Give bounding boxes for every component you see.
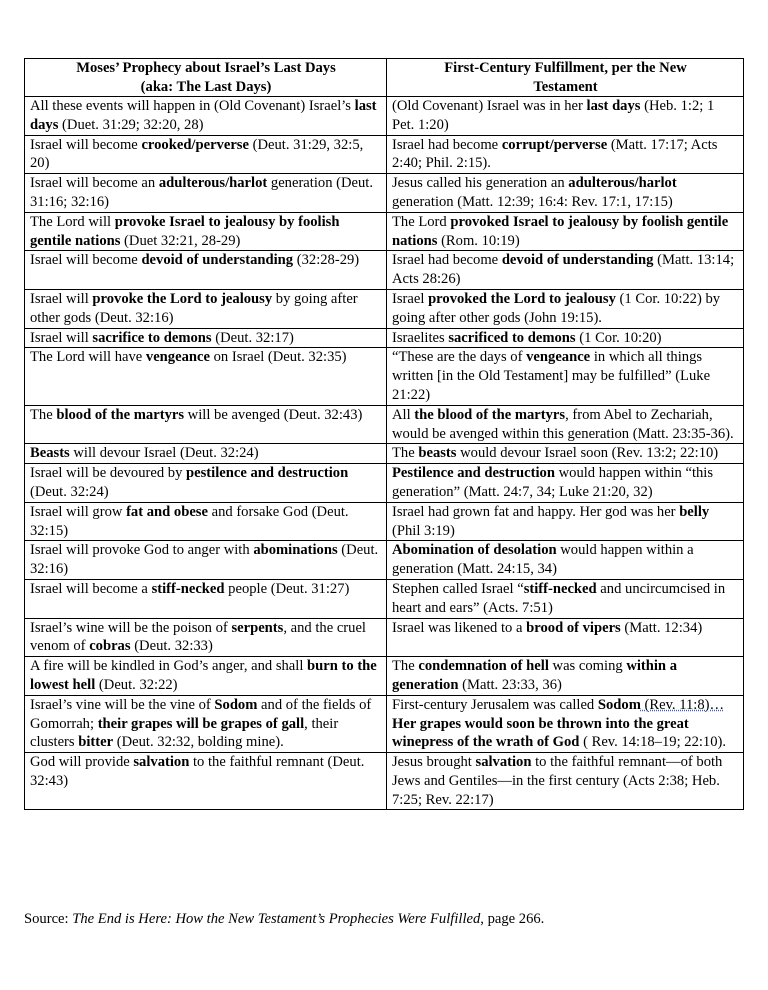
table-row bbox=[25, 541, 744, 580]
prophecy-fulfillment-table bbox=[24, 58, 744, 810]
header-first-century-fulfillment bbox=[387, 59, 744, 97]
prophecy-cell bbox=[25, 251, 387, 290]
table-row bbox=[25, 212, 744, 251]
cell-text: (Deut. 32:32, bolding mine). bbox=[113, 734, 284, 751]
fulfillment-cell bbox=[387, 444, 744, 464]
emphasis-text: pestilence and destruction bbox=[186, 465, 349, 482]
emphasis-text: corrupt/perverse bbox=[501, 136, 608, 153]
cell-text: Israel will become an bbox=[30, 175, 159, 192]
cell-text: “These are the days of bbox=[392, 349, 527, 366]
fulfillment-cell bbox=[387, 97, 744, 136]
table-row bbox=[25, 753, 744, 810]
prophecy-cell bbox=[25, 212, 387, 251]
cell-text: A fire will be kindled in God’s anger, and shall bbox=[30, 658, 308, 675]
cell-text: , from Abel to Zechariah, would be avenged within this generation (Matt. 23:35-36). bbox=[392, 406, 734, 442]
emphasis-text: sacrificed to demons bbox=[448, 329, 576, 346]
cell-text: All bbox=[392, 406, 415, 423]
cell-text: The Lord will bbox=[30, 213, 115, 230]
fulfillment-cell bbox=[387, 328, 744, 348]
cell-text: (Deut. 31:29, 32:5, 20) bbox=[30, 136, 364, 172]
cell-text: would devour Israel soon (Rev. 13:2; 22:10) bbox=[456, 445, 719, 462]
fulfillment-cell bbox=[387, 212, 744, 251]
table-row bbox=[25, 348, 744, 405]
emphasis-text: provoked the Lord to jealousy bbox=[428, 290, 616, 307]
cell-text: Israel’s vine will be the vine of bbox=[30, 696, 215, 713]
emphasis-text: vengeance bbox=[145, 349, 210, 366]
cell-text: The Lord will have bbox=[30, 349, 146, 366]
emphasis-text: cobras bbox=[89, 638, 131, 655]
emphasis-text: beasts bbox=[418, 445, 457, 462]
cell-text: Israel will become a bbox=[30, 580, 152, 597]
cell-text: (Heb. 1:2; 1 Pet. 1:20) bbox=[392, 98, 715, 133]
cell-text: was coming bbox=[548, 658, 627, 675]
table-row bbox=[25, 444, 744, 464]
emphasis-text: condemnation of hell bbox=[418, 658, 549, 675]
emphasis-text: within a generation bbox=[392, 658, 677, 693]
cell-text: Israel will provoke God to anger with bbox=[30, 542, 254, 559]
table-body bbox=[25, 97, 744, 810]
emphasis-text: belly bbox=[679, 503, 710, 520]
prophecy-cell bbox=[25, 753, 387, 810]
emphasis-text: provoke the Lord to jealousy bbox=[92, 290, 273, 307]
prophecy-cell bbox=[25, 348, 387, 405]
cell-text: (Matt. 13:14; Acts 28:26) bbox=[392, 252, 735, 288]
cell-text: (Duet 32:21, 28-29) bbox=[120, 232, 241, 249]
fulfillment-cell bbox=[387, 541, 744, 580]
prophecy-cell bbox=[25, 541, 387, 580]
emphasis-text: sacrifice to demons bbox=[92, 329, 212, 346]
table-row bbox=[25, 657, 744, 696]
cell-text: Israel will grow bbox=[30, 503, 127, 520]
emphasis-text: abominations bbox=[253, 542, 338, 559]
emphasis-text: burn to the lowest hell bbox=[30, 658, 377, 693]
cell-text: The bbox=[392, 658, 419, 675]
cell-text: God will provide bbox=[30, 754, 134, 771]
cell-text: Israel had become bbox=[392, 252, 502, 269]
source-suffix: , page 266. bbox=[480, 911, 545, 927]
cell-text: people (Deut. 31:27) bbox=[224, 580, 350, 597]
table-row bbox=[25, 695, 744, 752]
table-row bbox=[25, 464, 744, 503]
cell-text: (Phil 3:19) bbox=[392, 522, 455, 539]
table-row bbox=[25, 328, 744, 348]
cell-text: on Israel (Deut. 32:35) bbox=[209, 349, 347, 366]
cell-text: The Lord bbox=[392, 213, 451, 230]
cell-text: and uncircumcised in heart and ears” (Acts. 7:51) bbox=[392, 580, 726, 616]
prophecy-cell bbox=[25, 97, 387, 136]
emphasis-text: salvation bbox=[133, 754, 190, 771]
cell-text: will devour Israel (Deut. 32:24) bbox=[69, 445, 259, 462]
header-moses-prophecy bbox=[25, 59, 387, 97]
emphasis-text: Her grapes would soon be thrown into the great winepress of the wrath of God bbox=[392, 715, 689, 751]
fulfillment-cell bbox=[387, 135, 744, 174]
prophecy-cell bbox=[25, 695, 387, 752]
table-header-row bbox=[25, 59, 744, 97]
prophecy-cell bbox=[25, 405, 387, 444]
emphasis-text: Sodom bbox=[214, 696, 258, 713]
prophecy-cell bbox=[25, 464, 387, 503]
table-row bbox=[25, 251, 744, 290]
cell-text: Israel had grown fat and happy. Her god was her bbox=[392, 503, 680, 520]
emphasis-text: Pestilence and destruction bbox=[392, 465, 555, 482]
emphasis-text: bitter bbox=[78, 734, 114, 751]
cell-text: The bbox=[30, 406, 57, 423]
table-row bbox=[25, 97, 744, 136]
cell-text: (Rev. 11:8)… bbox=[640, 696, 725, 713]
cell-text: (Deut. 32:17) bbox=[211, 329, 294, 346]
cell-text: , their clusters bbox=[30, 715, 339, 751]
fulfillment-cell bbox=[387, 405, 744, 444]
cell-text: (Deut. 32:24) bbox=[30, 483, 109, 500]
cell-text: (Rom. 10:19) bbox=[437, 232, 520, 249]
header-right-line-1: First-Century Fulfillment, per the New bbox=[444, 60, 687, 76]
cell-text: (32:28-29) bbox=[293, 252, 360, 269]
emphasis-text: provoked Israel to jealousy by foolish gentile nations bbox=[392, 213, 729, 249]
prophecy-cell bbox=[25, 618, 387, 657]
fulfillment-cell bbox=[387, 657, 744, 696]
cell-text: in which all things written [in the Old Testament] may be fulfilled” (Luke 21:22) bbox=[392, 349, 711, 403]
fulfillment-cell bbox=[387, 695, 744, 752]
emphasis-text: adulterous/harlot bbox=[158, 175, 268, 192]
prophecy-cell bbox=[25, 135, 387, 174]
prophecy-cell bbox=[25, 502, 387, 541]
cell-text: The bbox=[392, 445, 419, 462]
cell-text: Israel was likened to a bbox=[392, 619, 527, 636]
cell-text: Israel will become bbox=[30, 252, 142, 269]
cell-text: Israel will bbox=[30, 329, 93, 346]
cell-text: ( Rev. 14:18–19; 22:10). bbox=[579, 734, 727, 751]
cell-text: (Matt. 12:34) bbox=[620, 619, 703, 636]
table-row bbox=[25, 405, 744, 444]
emphasis-text: devoid of understanding bbox=[501, 252, 654, 269]
cell-text: Israel will bbox=[30, 290, 93, 307]
cell-text: Israel will become bbox=[30, 136, 142, 153]
emphasis-text: last days bbox=[586, 98, 641, 114]
header-left-line-1: Moses’ Prophecy about Israel’s Last Days bbox=[76, 60, 336, 76]
cell-text: Jesus called his generation an bbox=[392, 175, 569, 192]
source-book-title: The End is Here: How the New Testament’s Prophecies Were Fulfilled bbox=[72, 911, 481, 927]
emphasis-text: last days bbox=[30, 98, 377, 133]
cell-text: (Matt. 17:17; Acts 2:40; Phil. 2:15). bbox=[392, 136, 718, 172]
fulfillment-cell bbox=[387, 464, 744, 503]
emphasis-text: Sodom bbox=[597, 696, 641, 713]
table-row bbox=[25, 289, 744, 328]
cell-text: Israel will be devoured by bbox=[30, 465, 187, 482]
header-left-line-2: (aka: The Last Days) bbox=[140, 78, 272, 95]
emphasis-text: stiff-necked bbox=[151, 580, 225, 597]
cell-text: (1 Cor. 10:22) by going after other gods (John 19:15). bbox=[392, 290, 721, 326]
cell-text: by going after other gods (Deut. 32:16) bbox=[30, 290, 358, 326]
fulfillment-cell bbox=[387, 579, 744, 618]
cell-text: and of the fields of Gomorrah; bbox=[30, 696, 372, 732]
source-citation bbox=[24, 910, 544, 928]
table-row bbox=[25, 579, 744, 618]
table-row bbox=[25, 502, 744, 541]
fulfillment-cell bbox=[387, 174, 744, 213]
prophecy-cell bbox=[25, 328, 387, 348]
cell-text: would happen within a generation (Matt. 24:15, 34) bbox=[392, 542, 694, 578]
cell-text: Stephen called Israel “ bbox=[392, 580, 524, 597]
table-row bbox=[25, 618, 744, 657]
fulfillment-cell bbox=[387, 618, 744, 657]
emphasis-text: provoke Israel to jealousy by foolish gentile nations bbox=[30, 213, 340, 249]
prophecy-cell bbox=[25, 657, 387, 696]
prophecy-cell bbox=[25, 289, 387, 328]
cell-text: First-century Jerusalem was called bbox=[392, 696, 598, 713]
cell-text: to the faithful remnant (Deut. 32:43) bbox=[30, 754, 365, 789]
cell-text: (Deut. 32:33) bbox=[130, 638, 213, 655]
fulfillment-cell bbox=[387, 348, 744, 405]
cell-text: (Old Covenant) Israel was in her bbox=[392, 98, 587, 114]
emphasis-text: the blood of the martyrs bbox=[414, 406, 566, 423]
fulfillment-cell bbox=[387, 502, 744, 541]
emphasis-text: Abomination of desolation bbox=[392, 542, 557, 559]
emphasis-text: salvation bbox=[475, 754, 532, 771]
emphasis-text: their grapes will be grapes of gall bbox=[97, 715, 305, 732]
cell-text: Israel had become bbox=[392, 136, 502, 153]
table-row bbox=[25, 174, 744, 213]
emphasis-text: vengeance bbox=[526, 349, 591, 366]
cell-text: generation (Matt. 12:39; 16:4: Rev. 17:1, 17:15) bbox=[392, 193, 673, 210]
cell-text: Israel’s wine will be the poison of bbox=[30, 619, 232, 636]
cell-text: (Deut. 32:16) bbox=[30, 542, 379, 578]
cell-text: (Deut. 32:22) bbox=[95, 676, 178, 693]
cell-text: Israel bbox=[392, 290, 429, 307]
cell-text: , and the cruel venom of bbox=[30, 619, 366, 655]
cell-text: Israelites bbox=[392, 329, 449, 346]
cell-text: (1 Cor. 10:20) bbox=[575, 329, 662, 346]
prophecy-cell bbox=[25, 444, 387, 464]
emphasis-text: stiff-necked bbox=[523, 580, 597, 597]
prophecy-cell bbox=[25, 174, 387, 213]
cell-text: (Duet. 31:29; 32:20, 28) bbox=[58, 116, 204, 133]
cell-text: to the faithful remnant—of both Jews and Gentiles—in the first century (Acts 2:38; Heb. 7:25; Rev. 22:17) bbox=[392, 754, 723, 808]
emphasis-text: adulterous/harlot bbox=[568, 175, 677, 192]
fulfillment-cell bbox=[387, 753, 744, 810]
emphasis-text: devoid of understanding bbox=[141, 252, 294, 269]
cell-text: will be avenged (Deut. 32:43) bbox=[184, 406, 363, 423]
header-right-line-2: Testament bbox=[533, 78, 598, 95]
cell-text: All these events will happen in (Old Covenant) Israel’s bbox=[30, 98, 355, 114]
cell-text: (Matt. 23:33, 36) bbox=[458, 676, 562, 693]
emphasis-text: blood of the martyrs bbox=[56, 406, 185, 423]
cell-text: and forsake God (Deut. 32:15) bbox=[30, 503, 349, 539]
emphasis-text: serpents bbox=[231, 619, 284, 636]
cell-text: generation (Deut. 31:16; 32:16) bbox=[30, 175, 374, 210]
table-row bbox=[25, 135, 744, 174]
emphasis-text: crooked/perverse bbox=[141, 136, 249, 153]
cell-text: Jesus brought bbox=[392, 754, 476, 771]
prophecy-cell bbox=[25, 579, 387, 618]
cell-text: would happen within “this generation” (Matt. 24:7, 34; Luke 21:20, 32) bbox=[392, 465, 714, 500]
emphasis-text: Beasts bbox=[30, 445, 70, 462]
fulfillment-cell bbox=[387, 289, 744, 328]
emphasis-text: brood of vipers bbox=[526, 619, 621, 636]
source-prefix: Source: bbox=[24, 911, 73, 927]
emphasis-text: fat and obese bbox=[126, 503, 208, 520]
fulfillment-cell bbox=[387, 251, 744, 290]
